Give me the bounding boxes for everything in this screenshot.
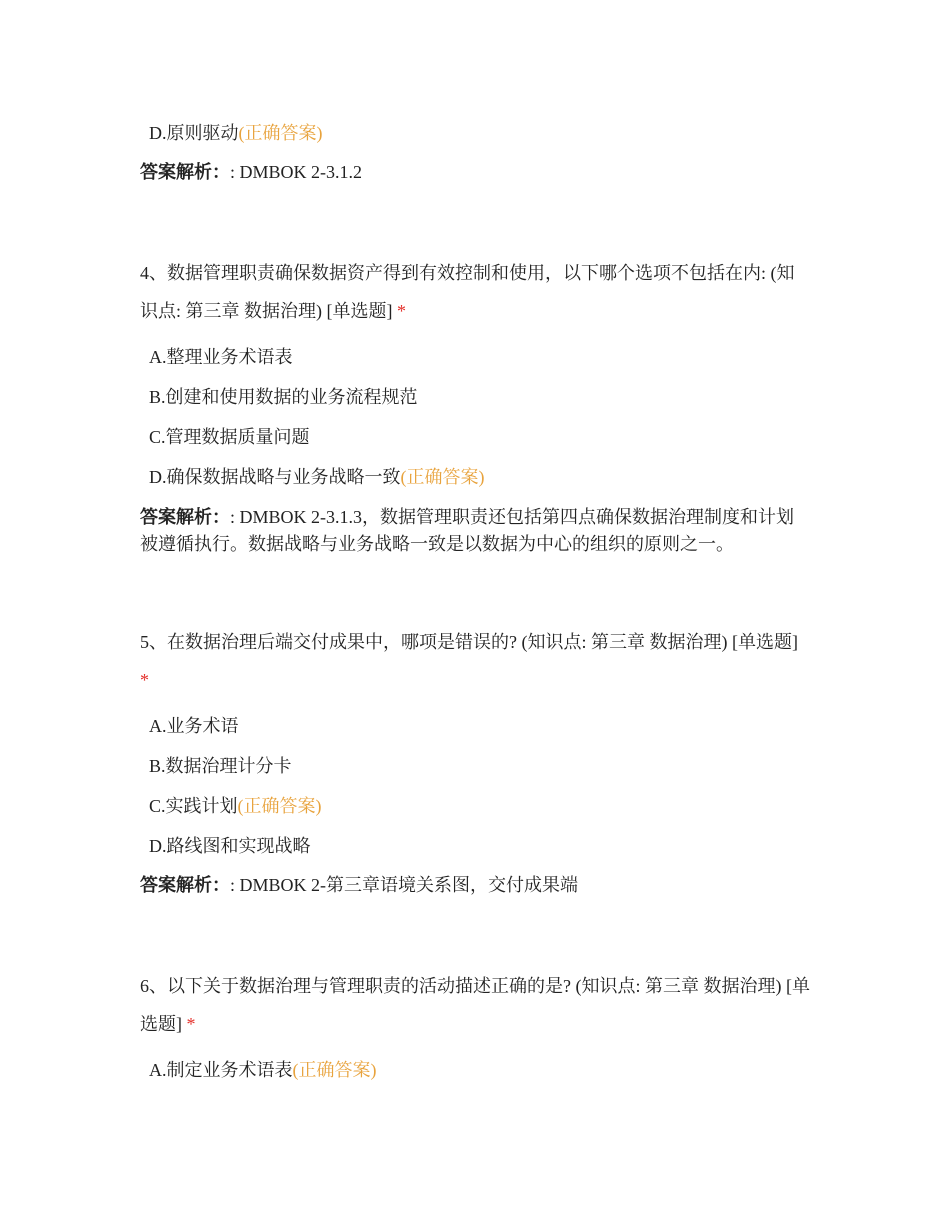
q6-option-a-text: A.制定业务术语表 (149, 1060, 293, 1080)
q5-question (140, 623, 810, 699)
q3-analysis (140, 159, 810, 186)
correct-answer-marker: (正确答案) (238, 123, 323, 143)
q4-option-c (149, 425, 310, 449)
analysis-label: 答案解析： (140, 162, 230, 182)
q5-analysis-text: : DMBOK 2-第三章语境关系图，交付成果端 (230, 875, 579, 895)
q4-option-a (149, 345, 293, 369)
q3-analysis-text: : DMBOK 2-3.1.2 (230, 162, 363, 182)
q4-option-b-text: B.创建和使用数据的业务流程规范 (149, 387, 418, 407)
q5-option-a-text: A.业务术语 (149, 716, 239, 736)
q4-question (140, 254, 810, 330)
q5-question-text: 5、在数据治理后端交付成果中，哪项是错误的? (知识点: 第三章 数据治理) [单选题] (140, 632, 798, 652)
q5-option-d-text: D.路线图和实现战略 (149, 836, 311, 856)
q4-option-d (149, 465, 485, 489)
q5-option-d (149, 834, 311, 858)
q5-option-c-text: C.实践计划 (149, 796, 238, 816)
analysis-label: 答案解析： (140, 507, 230, 527)
q4-question-text: 4、数据管理职责确保数据资产得到有效控制和使用，以下哪个选项不包括在内: (知识点: 第三章 数据治理) [单选题] (140, 263, 795, 321)
correct-answer-marker: (正确答案) (237, 796, 322, 816)
correct-answer-marker: (正确答案) (292, 1060, 377, 1080)
q5-option-b-text: B.数据治理计分卡 (149, 756, 292, 776)
q5-option-b (149, 754, 292, 778)
q6-question (140, 967, 810, 1043)
q5-option-c (149, 794, 322, 818)
q4-analysis-text: : DMBOK 2-3.1.3，数据管理职责还包括第四点确保数据治理制度和计划被遵循执行。数据战略与业务战略一致是以数据为中心的组织的原则之一。 (140, 507, 795, 554)
q4-analysis (140, 504, 810, 558)
required-marker: * (186, 1014, 196, 1034)
required-marker: * (140, 670, 149, 690)
correct-answer-marker: (正确答案) (400, 467, 485, 487)
analysis-label: 答案解析： (140, 875, 230, 895)
q6-question-text: 6、以下关于数据治理与管理职责的活动描述正确的是? (知识点: 第三章 数据治理) [单选题] (140, 976, 810, 1034)
required-marker: * (396, 301, 406, 321)
q3-option-d (149, 121, 323, 145)
q4-option-c-text: C.管理数据质量问题 (149, 427, 310, 447)
q4-option-b (149, 385, 418, 409)
q6-option-a (149, 1058, 377, 1082)
q4-option-d-text: D.确保数据战略与业务战略一致 (149, 467, 401, 487)
q4-option-a-text: A.整理业务术语表 (149, 347, 293, 367)
q5-analysis (140, 872, 810, 899)
q5-option-a (149, 714, 239, 738)
q3-option-d-text: D.原则驱动 (149, 123, 239, 143)
